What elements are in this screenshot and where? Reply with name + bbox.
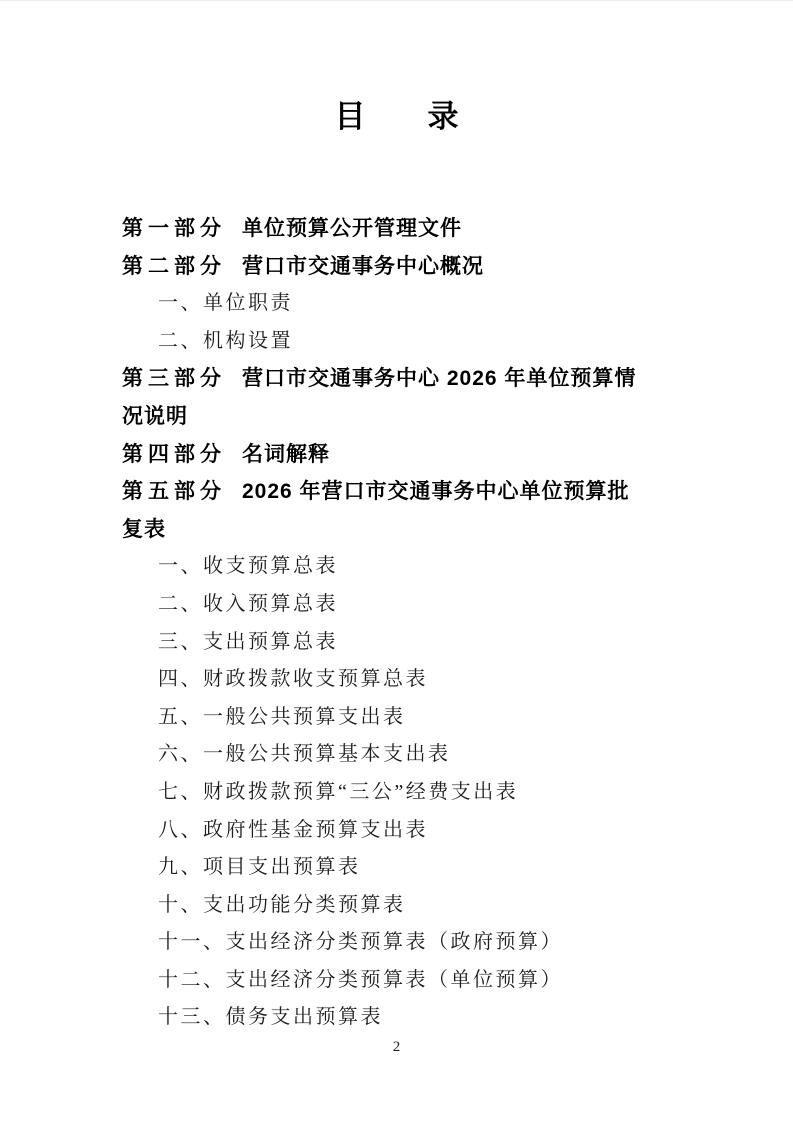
page-number: 2	[392, 1039, 401, 1055]
toc-part-label: 第三部分	[122, 367, 226, 391]
document-title: 目 录	[334, 99, 459, 134]
toc-sub-entry: 一、收支预算总表	[158, 555, 338, 578]
toc-sub-entry: 十二、支出经济分类预算表（单位预算）	[158, 968, 563, 991]
toc-sub-entry: 三、支出预算总表	[158, 630, 338, 653]
toc-sub-entry: 一、单位职责	[158, 292, 293, 315]
toc-part-title: 单位预算公开管理文件	[242, 217, 462, 240]
toc-part-title: 营口市交通事务中心 2026 年单位预算情况说明	[122, 367, 637, 428]
toc-part-title: 2026 年营口市交通事务中心单位预算批复表	[122, 480, 630, 541]
toc-part-label: 第二部分	[122, 254, 226, 278]
toc-sub-entry: 六、一般公共预算基本支出表	[158, 743, 451, 766]
toc-sub-entry: 十三、债务支出预算表	[158, 1006, 383, 1029]
toc-part-entry	[122, 248, 638, 286]
toc-part-label: 第五部分	[122, 480, 226, 504]
table-of-contents	[122, 210, 638, 1037]
toc-sub-entry: 九、项目支出预算表	[158, 856, 361, 879]
toc-part-entry	[122, 473, 638, 548]
toc-sub-entry: 十、支出功能分类预算表	[158, 893, 406, 916]
toc-part-entry	[122, 210, 638, 248]
toc-sub-entry: 四、财政拨款收支预算总表	[158, 668, 428, 691]
toc-sub-entry: 二、收入预算总表	[158, 592, 338, 615]
toc-part-title: 名词解释	[242, 442, 330, 466]
toc-sub-entry: 七、财政拨款预算“三公”经费支出表	[158, 780, 519, 803]
toc-sub-entry: 五、一般公共预算支出表	[158, 705, 406, 728]
toc-part-entry	[122, 360, 638, 435]
toc-part-label: 第四部分	[122, 442, 226, 466]
toc-sub-entry: 十一、支出经济分类预算表（政府预算）	[158, 931, 563, 954]
toc-part-title: 营口市交通事务中心概况	[242, 254, 484, 278]
toc-part-label: 第一部分	[122, 217, 226, 240]
toc-sub-entry: 八、政府性基金预算支出表	[158, 818, 428, 841]
toc-sub-entry: 二、机构设置	[158, 329, 293, 352]
toc-part-entry	[122, 436, 638, 474]
